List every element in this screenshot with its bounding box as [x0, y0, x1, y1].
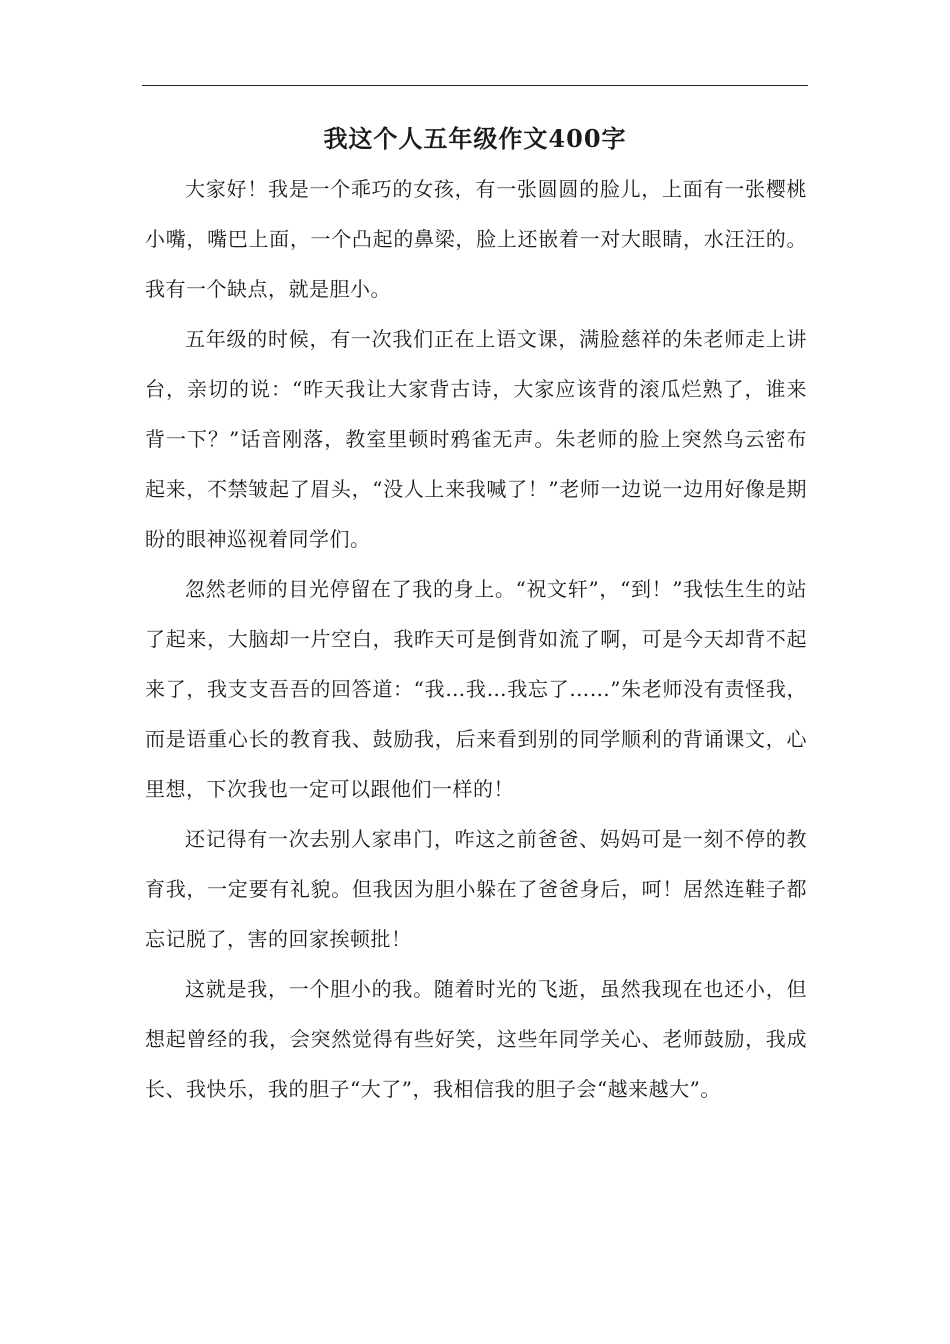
paragraph-4: 还记得有一次去别人家串门，咋这之前爸爸、妈妈可是一刻不停的教育我，一定要有礼貌。但我因为胆小躲在了爸爸身后，呵！居然连鞋子都忘记脱了，害的回家挨顿批！ — [145, 827, 807, 951]
document-body — [145, 164, 807, 1114]
paragraph-3: 忽然老师的目光停留在了我的身上。“祝文轩”，“到！”我怯生生的站了起来，大脑却一片空白，我昨天可是倒背如流了啊，可是今天却背不起来了，我支支吾吾的回答道：“我…我…我忘了……”朱老师没有责怪我，而是语重心长的教育我、鼓励我，后来看到别的同学顺利的背诵课文，心里想，下次我也一定可以跟他们一样的！ — [145, 577, 807, 801]
document-title: 我这个人五年级作文400字 — [323, 124, 627, 153]
paragraph-1: 大家好！我是一个乖巧的女孩，有一张圆圆的脸儿，上面有一张樱桃小嘴，嘴巴上面，一个凸起的鼻梁，脸上还嵌着一对大眼睛，水汪汪的。我有一个缺点，就是胆小。 — [145, 177, 807, 301]
header-rule — [142, 85, 808, 86]
paragraph-5: 这就是我，一个胆小的我。随着时光的飞逝，虽然我现在也还小，但想起曾经的我，会突然觉得有些好笑，这些年同学关心、老师鼓励，我成长、我快乐，我的胆子“大了”，我相信我的胆子会“越来越大”。 — [145, 977, 807, 1101]
paragraph-2: 五年级的时候，有一次我们正在上语文课，满脸慈祥的朱老师走上讲台，亲切的说：“昨天我让大家背古诗，大家应该背的滚瓜烂熟了，谁来背一下？”话音刚落，教室里顿时鸦雀无声。朱老师的脸上突然乌云密布起来，不禁皱起了眉头，“没人上来我喊了！”老师一边说一边用好像是期盼的眼神巡视着同学们。 — [145, 327, 807, 551]
